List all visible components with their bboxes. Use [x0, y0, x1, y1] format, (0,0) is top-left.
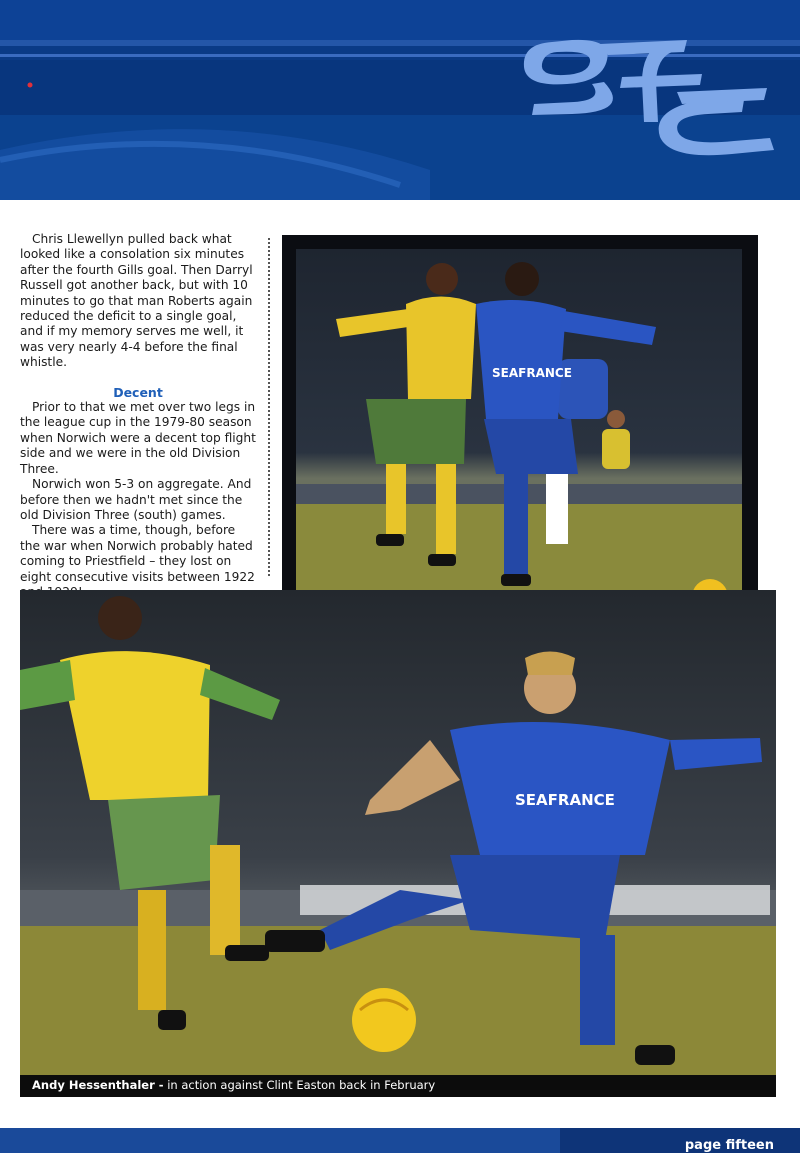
article-text	[20, 232, 256, 600]
gfc-logo-icon	[512, 22, 782, 172]
page-number: page fifteen	[684, 1138, 774, 1153]
article-paragraph: Norwich won 5-3 on aggregate. And before then we hadn't met since the old Division Three (south) games.	[20, 477, 252, 522]
shirt-sponsor: SEAFRANCE	[492, 366, 572, 380]
article-paragraph: Chris Llewellyn pulled back what looked like a consolation six minutes after the fourth Gills goal. Then Darryl Russell got another back, but with 10 minutes to go that man Roberts again reduced the deficit to a single goal, and if my memory serves me well, it was very nearly 4-4 before the final whistle.	[20, 232, 253, 370]
article-subheading: Decent	[113, 384, 163, 400]
shirt-sponsor: SEAFRANCE	[515, 791, 615, 809]
article-paragraph: Prior to that we met over two legs in the league cup in the 1979-80 season when Norwich were a decent top flight side and we were in the old Division Three.	[20, 400, 256, 476]
caption-text: in action against Clint Easton back in February	[163, 1078, 436, 1092]
caption-name: Andy Hessenthaler -	[32, 1078, 164, 1092]
article-paragraph: There was a time, though, before the war when Norwich probably hated coming to Priestfield – they lost on eight consecutive visits between 1922	[20, 523, 255, 584]
header-banner	[0, 0, 800, 200]
football-action-image	[296, 249, 742, 619]
photo-sidibe-nielsen	[282, 235, 758, 645]
footer-band	[0, 1128, 800, 1153]
photo-hessenthaler	[20, 590, 776, 1097]
footer-stripe	[0, 1128, 800, 1153]
column-divider	[268, 238, 270, 576]
photo-caption	[20, 1075, 776, 1097]
football-action-image	[20, 590, 776, 1075]
